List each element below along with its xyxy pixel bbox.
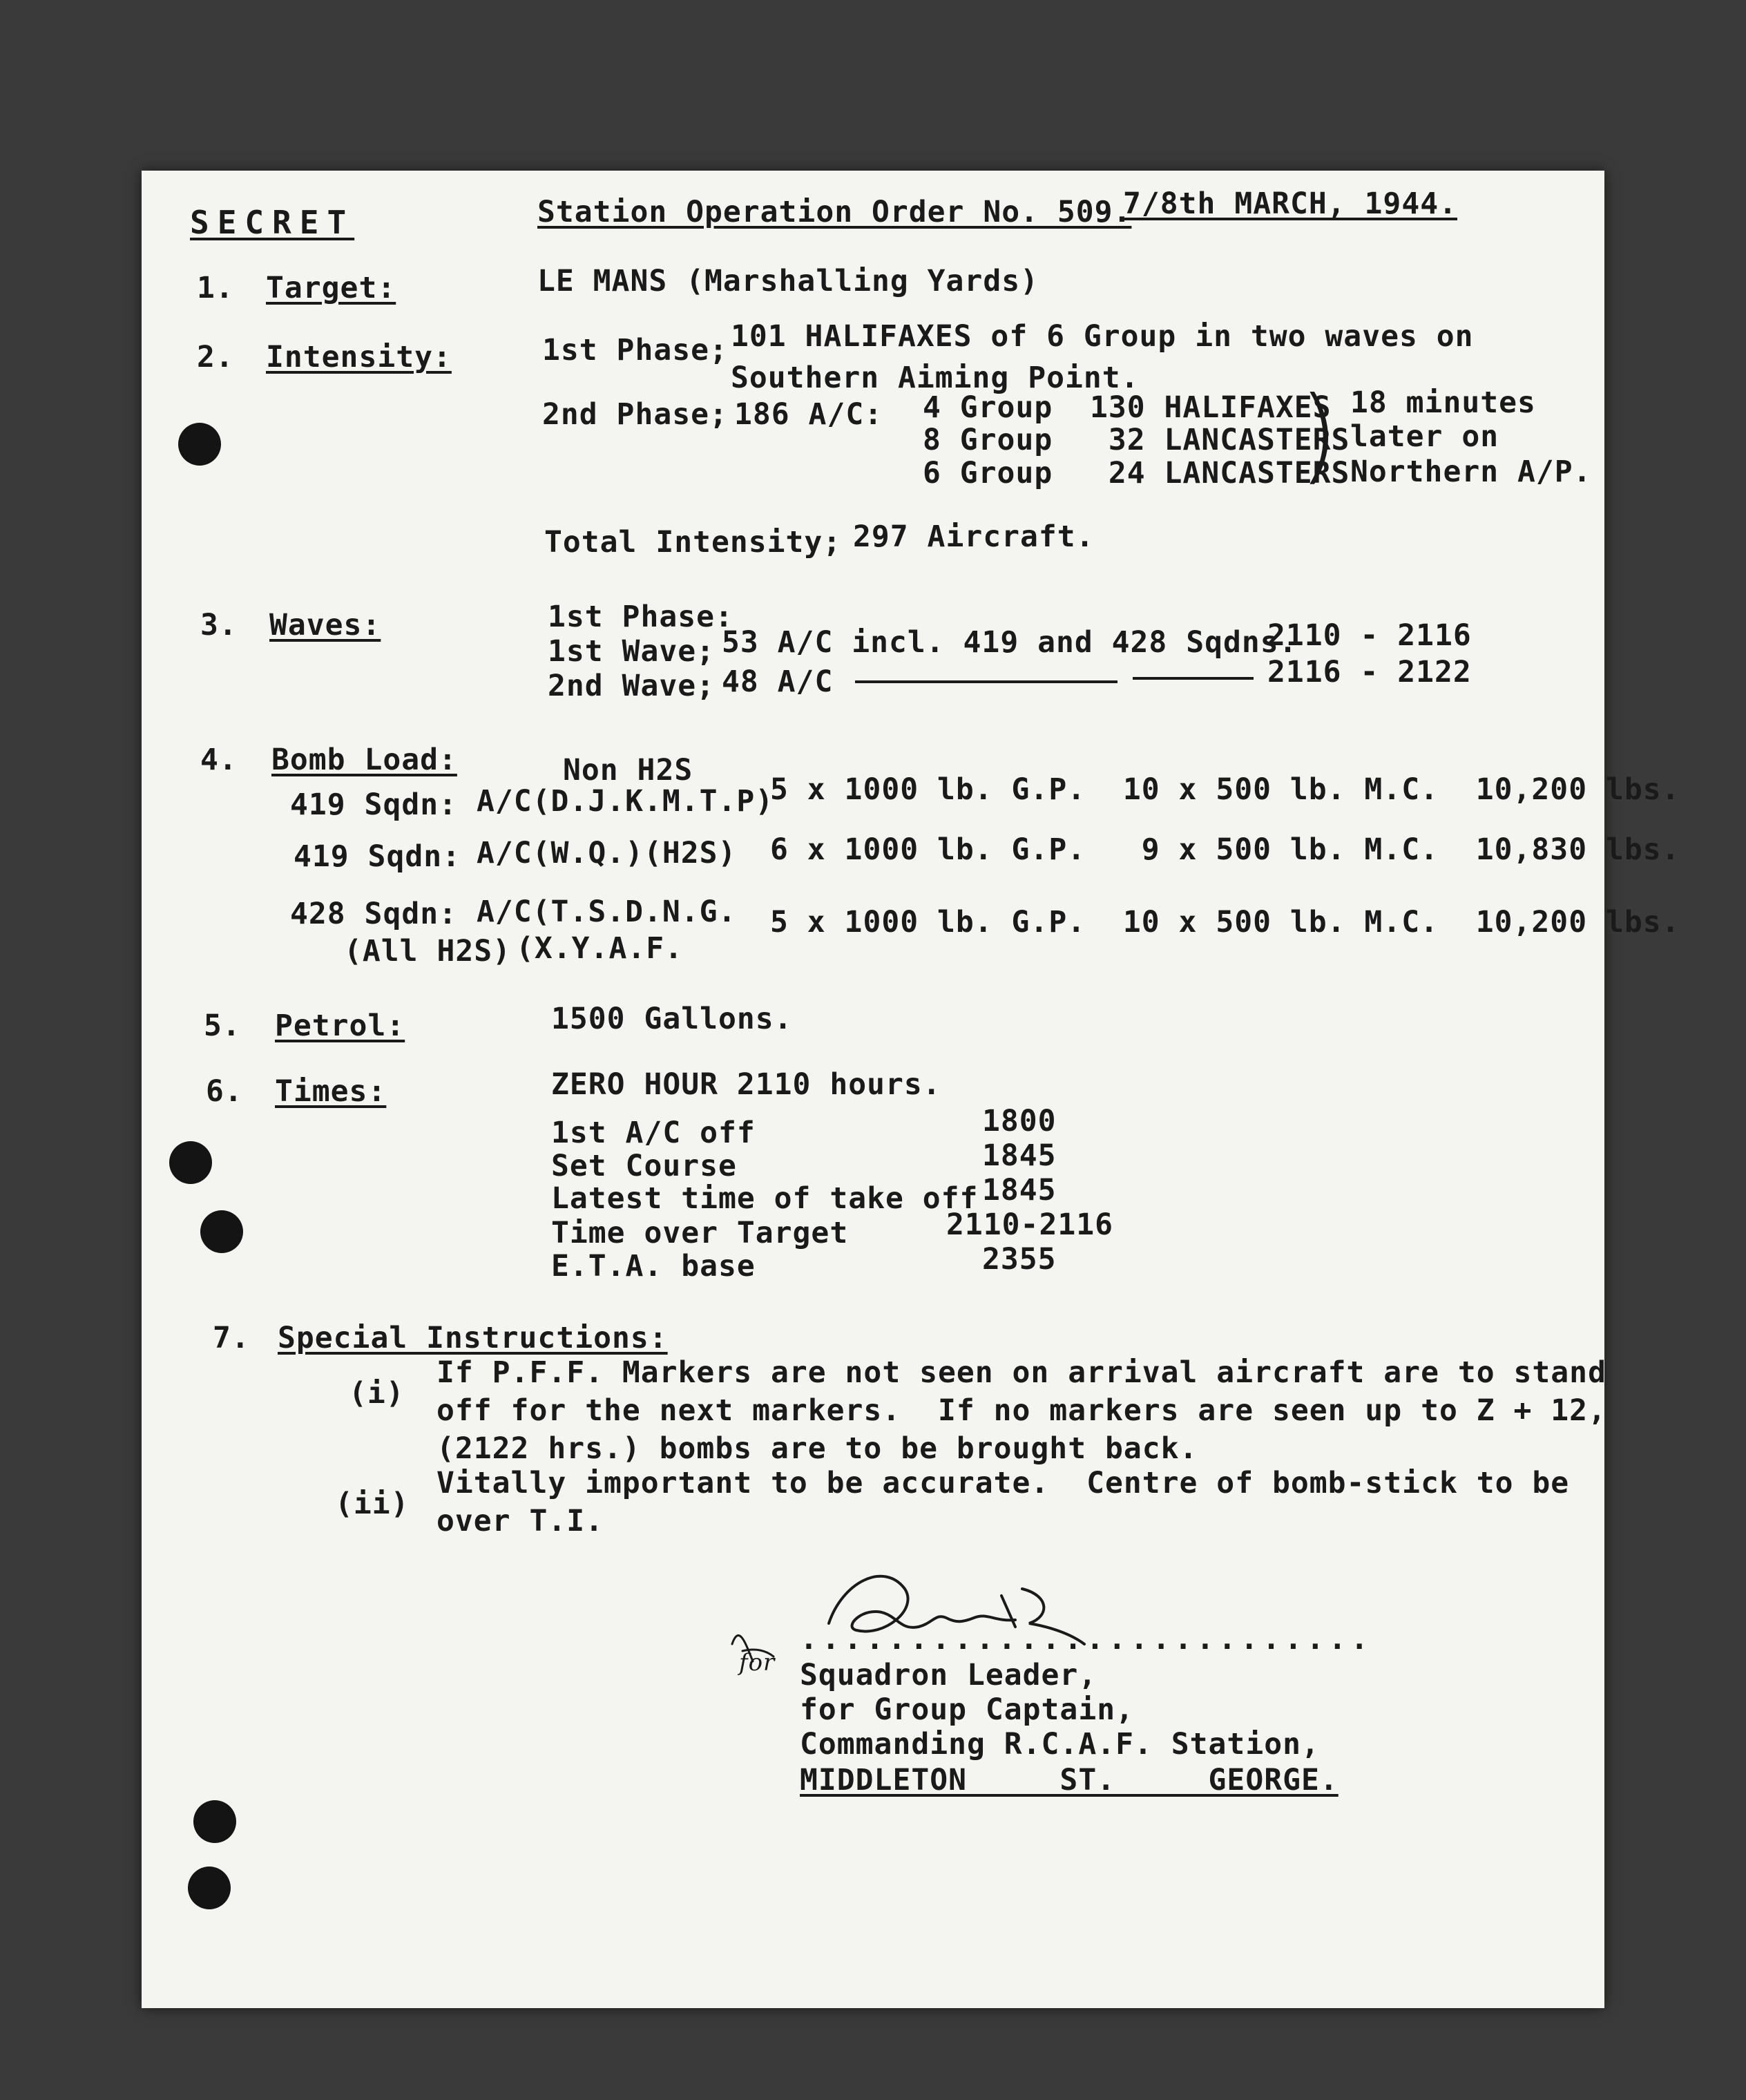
time-value: 1845 <box>982 1173 1057 1208</box>
squadron-label: 428 Sqdn: <box>290 897 457 931</box>
phase1-label: 1st Phase; <box>542 333 728 368</box>
punch-hole <box>200 1210 243 1253</box>
ditto-dash <box>855 680 1117 683</box>
phase1-text: Southern Aiming Point. <box>731 361 1140 395</box>
petrol-label: Petrol: <box>275 1009 405 1043</box>
signatory-line: Squadron Leader, <box>800 1658 1097 1692</box>
section-number: 6. <box>206 1074 243 1109</box>
squadron-label: 419 Sqdn: <box>294 839 461 874</box>
intensity-label: Intensity: <box>266 340 452 374</box>
order-date: 7/8th MARCH, 1944. <box>1123 187 1457 221</box>
squadron-label: 419 Sqdn: <box>290 788 457 822</box>
section-number: 4. <box>200 743 238 777</box>
punch-hole <box>169 1141 212 1184</box>
time-label: 1st A/C off <box>551 1116 756 1150</box>
time-label: Time over Target <box>551 1216 849 1250</box>
aircraft-letters: A/C(D.J.K.M.T.P) <box>477 784 774 819</box>
section-number: 5. <box>204 1009 241 1043</box>
petrol-value: 1500 Gallons. <box>551 1002 793 1036</box>
squadron-sub-label: (All H2S) <box>344 934 511 968</box>
signature-dots: .......................... <box>800 1622 1373 1657</box>
instruction-number: (i) <box>349 1376 405 1411</box>
aircraft-letters: A/C(W.Q.)(H2S) <box>477 836 737 870</box>
phase2-group-row: 4 Group 130 HALIFAXES <box>923 390 1332 425</box>
wave2-label: 2nd Wave; <box>548 669 715 703</box>
instruction-text: (2122 hrs.) bombs are to be brought back. <box>436 1431 1198 1466</box>
time-label: E.T.A. base <box>551 1249 756 1283</box>
time-label: Set Course <box>551 1149 737 1183</box>
total-intensity-label: Total Intensity; <box>544 525 842 560</box>
waves-phase: 1st Phase: <box>548 600 733 634</box>
time-value: 1845 <box>982 1138 1057 1173</box>
bomb-load-note: Non H2S <box>563 753 693 788</box>
instruction-text: If P.F.F. Markers are not seen on arrival aircraft are to stand <box>436 1355 1606 1390</box>
section-number: 3. <box>200 608 238 642</box>
phase2-note: later on <box>1350 419 1499 454</box>
order-title: Station Operation Order No. 509. <box>537 195 1132 229</box>
phase2-aircraft: 186 A/C: <box>734 397 883 432</box>
waves-label: Waves: <box>269 608 381 642</box>
target-value: LE MANS (Marshalling Yards) <box>537 264 1039 298</box>
time-value: 2355 <box>982 1242 1057 1277</box>
section-number: 2. <box>197 340 234 374</box>
phase2-note: Northern A/P. <box>1350 455 1592 489</box>
target-label: Target: <box>266 271 396 305</box>
instruction-text: off for the next markers. If no markers are seen up to Z + 12, <box>436 1393 1606 1428</box>
phase2-label: 2nd Phase; <box>542 397 728 432</box>
wave1-time: 2110 - 2116 <box>1267 618 1472 653</box>
ditto-dash <box>1133 677 1254 680</box>
bomb-load-row: 6 x 1000 lb. G.P. 9 x 500 lb. M.C. 10,830 lbs. <box>770 832 1680 867</box>
wave1-label: 1st Wave; <box>548 634 715 669</box>
station-name: MIDDLETON ST. GEORGE. <box>800 1763 1339 1797</box>
times-label: Times: <box>275 1074 387 1109</box>
total-intensity-value: 297 Aircraft. <box>853 519 1095 554</box>
aircraft-letters: (X.Y.A.F. <box>516 931 683 966</box>
punch-hole <box>193 1800 236 1843</box>
wave2-text: 48 A/C <box>722 665 834 699</box>
phase2-note: 18 minutes <box>1350 385 1536 420</box>
phase1-text: 101 HALIFAXES of 6 Group in two waves on <box>731 319 1474 354</box>
zero-hour: ZERO HOUR 2110 hours. <box>551 1067 941 1102</box>
punch-hole <box>178 423 221 466</box>
time-value: 1800 <box>982 1104 1057 1138</box>
handwritten-for: for <box>739 1649 776 1677</box>
wave2-time: 2116 - 2122 <box>1267 655 1472 689</box>
time-label: Latest time of take off <box>551 1181 979 1216</box>
phase2-group-row: 6 Group 24 LANCASTERS <box>923 456 1350 490</box>
signatory-line: Commanding R.C.A.F. Station, <box>800 1727 1320 1762</box>
section-number: 1. <box>197 271 234 305</box>
punch-hole <box>188 1867 231 1909</box>
phase2-group-row: 8 Group 32 LANCASTERS <box>923 423 1350 457</box>
time-value: 2110-2116 <box>946 1208 1113 1242</box>
wave1-text: 53 A/C incl. 419 and 428 Sqdns. <box>722 625 1298 660</box>
special-instructions-label: Special Instructions: <box>278 1321 668 1355</box>
instruction-number: (ii) <box>335 1487 410 1521</box>
bomb-load-row: 5 x 1000 lb. G.P. 10 x 500 lb. M.C. 10,200 lbs. <box>770 772 1680 807</box>
bomb-load-row: 5 x 1000 lb. G.P. 10 x 500 lb. M.C. 10,200 lbs. <box>770 905 1680 939</box>
bomb-load-label: Bomb Load: <box>271 743 457 777</box>
signatory-line: for Group Captain, <box>800 1692 1134 1727</box>
right-brace: ) <box>1298 375 1339 495</box>
instruction-text: over T.I. <box>436 1504 604 1538</box>
aircraft-letters: A/C(T.S.D.N.G. <box>477 895 737 929</box>
instruction-text: Vitally important to be accurate. Centre of bomb-stick to be <box>436 1466 1570 1500</box>
classification-heading: SECRET <box>190 204 355 241</box>
section-number: 7. <box>213 1321 250 1355</box>
